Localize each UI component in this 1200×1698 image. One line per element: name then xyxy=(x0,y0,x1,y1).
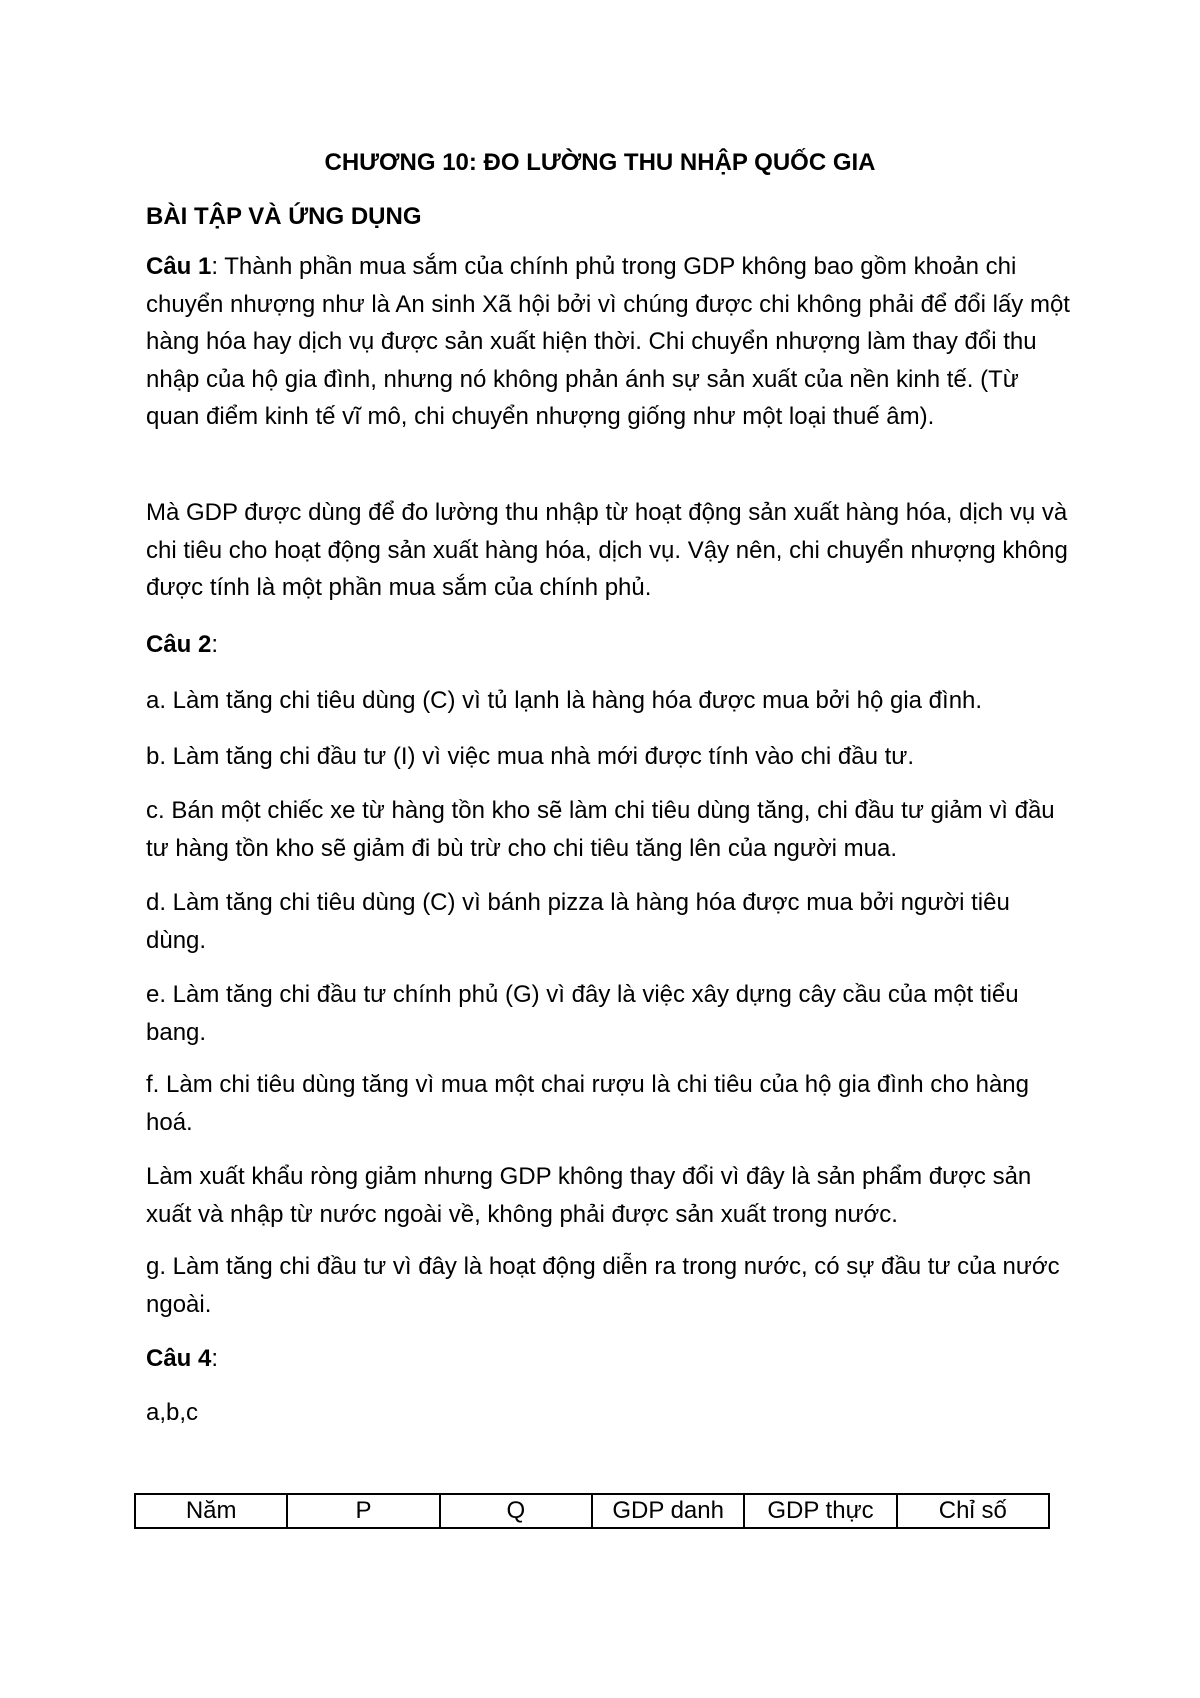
table-header-cell: Q xyxy=(440,1494,592,1528)
table-header-cell: P xyxy=(287,1494,439,1528)
question-4-suffix: : xyxy=(211,1345,219,1372)
answer-2g: g. Làm tăng chi đầu tư vì đây là hoạt động diễn ra trong nước, có sự đầu tư của nước ngoài. xyxy=(146,1253,1060,1318)
question-2-suffix: : xyxy=(211,631,219,658)
table-header-cell: Năm xyxy=(135,1494,287,1528)
answer-4-parts: a,b,c xyxy=(146,1399,199,1426)
question-1-text: : Thành phần mua sắm của chính phủ trong GDP không bao gồm khoản chi chuyển nhượng như là An sinh Xã hội bởi vì chúng được chi không phải để đổi lấy một hàng hóa hay dịch vụ được sản xuất hiện thời. Chi chuyển nhượng làm thay đổi thu nhập của hộ gia đình, nhưng nó không phản ánh sự sản xuất của nền kinh tế. (Từ quan điểm kinh tế vĩ mô, chi chuyển nhượng giống như một loại thuế âm). xyxy=(146,253,1070,430)
table-header-cell: Chỉ số xyxy=(897,1494,1049,1528)
answer-2a: a. Làm tăng chi tiêu dùng (C) vì tủ lạnh là hàng hóa được mua bởi hộ gia đình. xyxy=(146,687,983,714)
question-1-label: Câu 1 xyxy=(146,253,212,280)
section-subtitle: BÀI TẬP VÀ ỨNG DỤNG xyxy=(146,203,422,230)
answer-2f-extra: Làm xuất khẩu ròng giảm nhưng GDP không thay đổi vì đây là sản phẩm được sản xuất và nhập từ nước ngoài về, không phải được sản xuất trong nước. xyxy=(146,1163,1032,1228)
question-4-label: Câu 4 xyxy=(146,1345,212,1372)
question-2-heading xyxy=(146,626,1076,664)
data-table xyxy=(134,1493,1050,1529)
table-header-row xyxy=(135,1494,1049,1528)
table-header-cell: GDP thực xyxy=(744,1494,896,1528)
answer-2d: d. Làm tăng chi tiêu dùng (C) vì bánh pizza là hàng hóa được mua bởi người tiêu dùng. xyxy=(146,889,1010,954)
answer-2e: e. Làm tăng chi đầu tư chính phủ (G) vì đây là việc xây dựng cây cầu của một tiểu bang. xyxy=(146,981,1019,1046)
question-4-heading xyxy=(146,1340,1076,1378)
question-2-label: Câu 2 xyxy=(146,631,212,658)
table-header-cell: GDP danh xyxy=(592,1494,744,1528)
answer-2b: b. Làm tăng chi đầu tư (I) vì việc mua nhà mới được tính vào chi đầu tư. xyxy=(146,743,915,770)
answer-2f: f. Làm chi tiêu dùng tăng vì mua một chai rượu là chi tiêu của hộ gia đình cho hàng hoá. xyxy=(146,1071,1029,1136)
question-1-paragraph-2: Mà GDP được dùng để đo lường thu nhập từ hoạt động sản xuất hàng hóa, dịch vụ và chi tiêu cho hoạt động sản xuất hàng hóa, dịch vụ. Vậy nên, chi chuyển nhượng không được tính là một phần mua sắm của chính phủ. xyxy=(146,499,1068,601)
chapter-title: CHƯƠNG 10: ĐO LƯỜNG THU NHẬP QUỐC GIA xyxy=(324,149,876,176)
question-1-paragraph xyxy=(146,248,1076,436)
answer-2c: c. Bán một chiếc xe từ hàng tồn kho sẽ làm chi tiêu dùng tăng, chi đầu tư giảm vì đầu tư hàng tồn kho sẽ giảm đi bù trừ cho chi tiêu tăng lên của người mua. xyxy=(146,797,1055,862)
